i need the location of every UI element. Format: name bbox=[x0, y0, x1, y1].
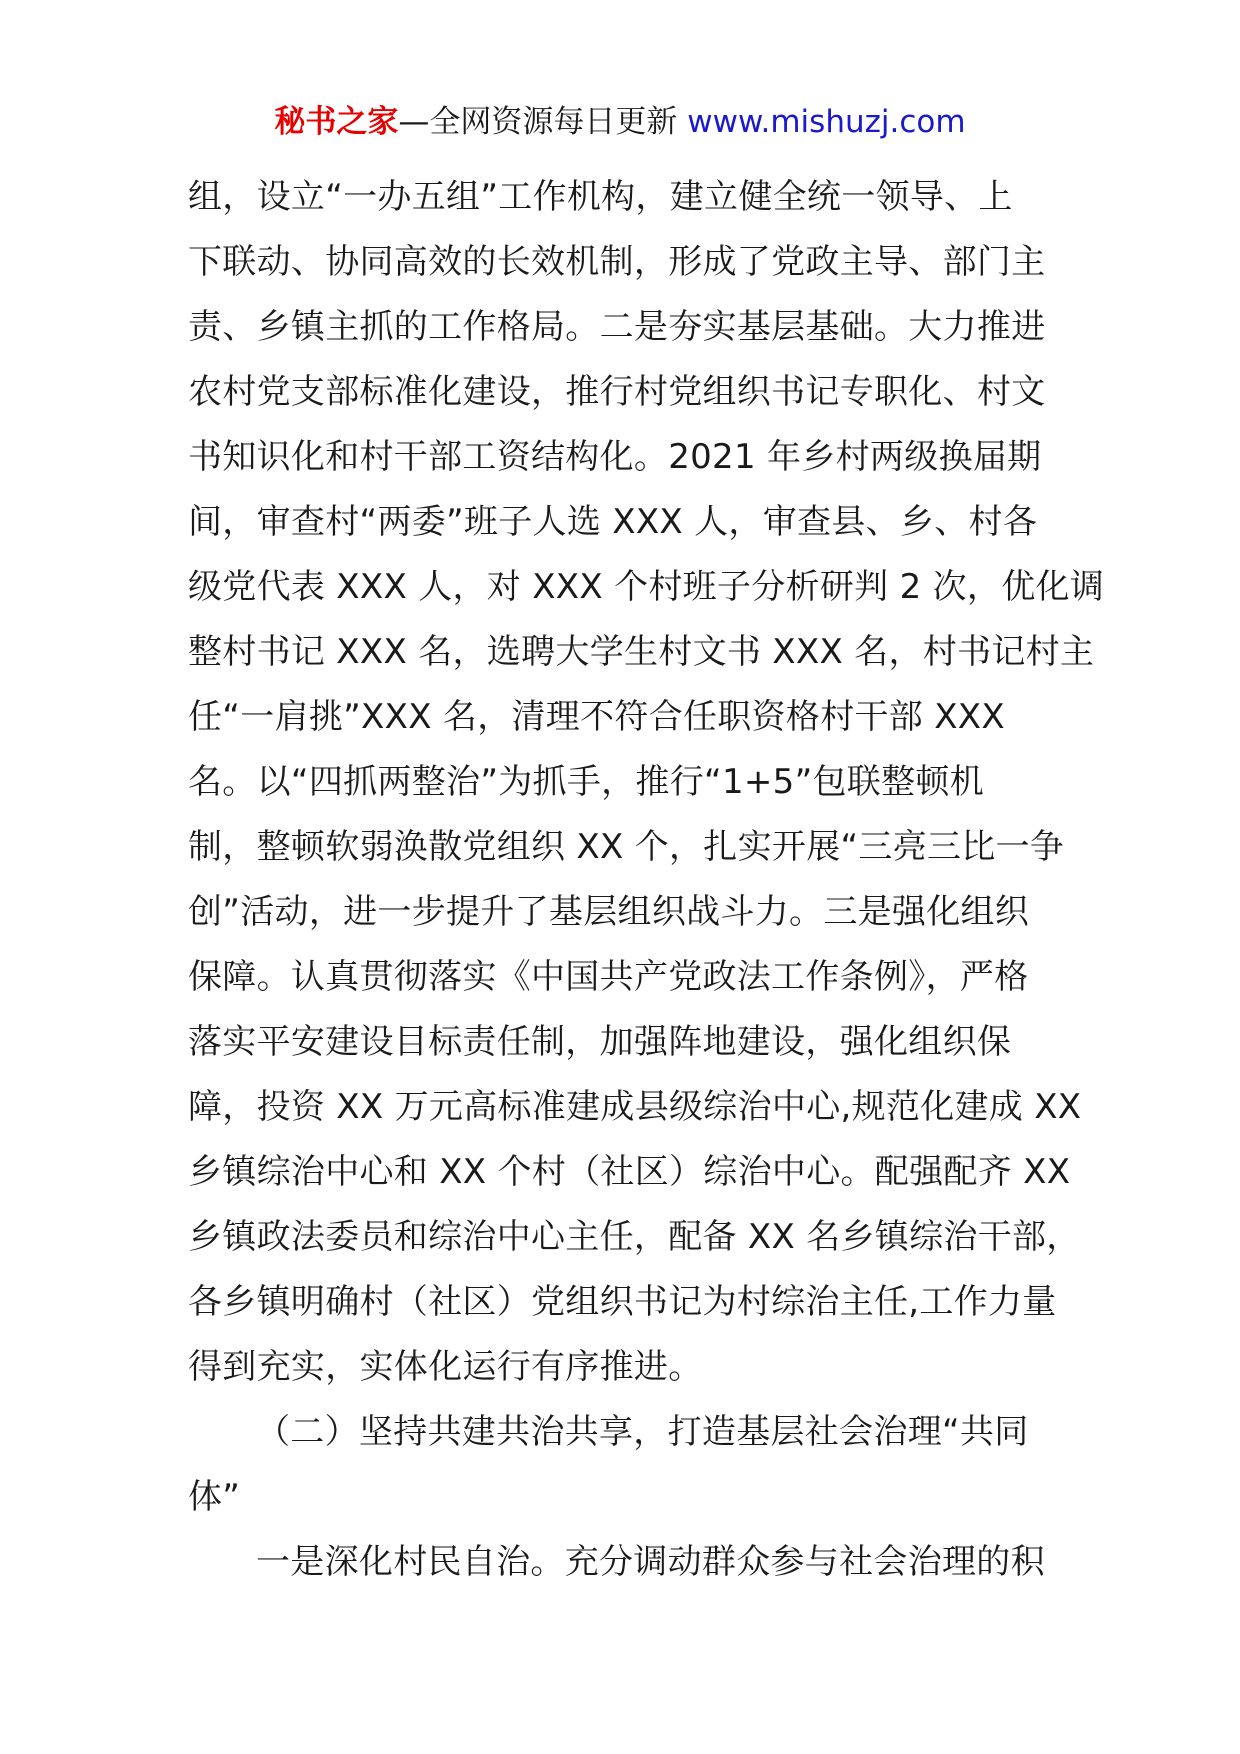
text-line: 乡镇政法委员和综治中心主任，配备 XX 名乡镇综治干部， bbox=[188, 1217, 1081, 1257]
site-tagline: —全网资源每日更新 bbox=[398, 104, 688, 140]
text-line: 创”活动，进一步提升了基层组织战斗力。三是强化组织 bbox=[188, 892, 1030, 932]
text-line: 组，设立“一办五组”工作机构，建立健全统一领导、上 bbox=[188, 177, 1013, 217]
text-line: 书知识化和村干部工资结构化。2021 年乡村两级换届期 bbox=[188, 437, 1042, 477]
text-line: 障，投资 XX 万元高标准建成县级综治中心,规范化建成 XX bbox=[188, 1087, 1082, 1127]
text-line: 间，审查村“两委”班子人选 XXX 人，审查县、乡、村各 bbox=[188, 502, 1038, 542]
text-line: 下联动、协同高效的长效机制，形成了党政主导、部门主 bbox=[188, 242, 1046, 282]
site-url-link[interactable]: www.mishuzj.com bbox=[687, 104, 966, 140]
text-line: 整村书记 XXX 名，选聘大学生村文书 XXX 名，村书记村主 bbox=[188, 632, 1095, 672]
text-line: 制，整顿软弱涣散党组织 XX 个，扎实开展“三亮三比一争 bbox=[188, 827, 1065, 867]
text-line: 保障。认真贯彻落实《中国共产党政法工作条例》，严格 bbox=[188, 957, 1029, 997]
site-header bbox=[0, 100, 1240, 144]
document-body bbox=[188, 165, 1105, 1595]
text-line: 各乡镇明确村（社区）党组织书记为村综治主任,工作力量 bbox=[188, 1282, 1057, 1322]
text-line: 乡镇综治中心和 XX 个村（社区）综治中心。配强配齐 XX bbox=[188, 1152, 1071, 1192]
section-heading: （二）坚持共建共治共享，打造基层社会治理“共同 bbox=[256, 1412, 1029, 1452]
site-brand: 秘书之家 bbox=[274, 104, 399, 140]
section-heading-continued: 体” bbox=[188, 1477, 241, 1517]
text-line: 一是深化村民自治。充分调动群众参与社会治理的积 bbox=[256, 1542, 1045, 1582]
text-line: 级党代表 XXX 人，对 XXX 个村班子分析研判 2 次，优化调 bbox=[188, 567, 1105, 607]
text-line: 得到充实，实体化运行有序推进。 bbox=[188, 1347, 703, 1387]
text-line: 落实平安建设目标责任制，加强阵地建设，强化组织保 bbox=[188, 1022, 1012, 1062]
text-line: 任“一肩挑”XXX 名，清理不符合任职资格村干部 XXX bbox=[188, 697, 1005, 737]
text-line: 责、乡镇主抓的工作格局。二是夯实基层基础。大力推进 bbox=[188, 307, 1046, 347]
text-line: 农村党支部标准化建设，推行村党组织书记专职化、村文 bbox=[188, 372, 1046, 412]
text-line: 名。以“四抓两整治”为抓手，推行“1+5”包联整顿机 bbox=[188, 762, 985, 802]
